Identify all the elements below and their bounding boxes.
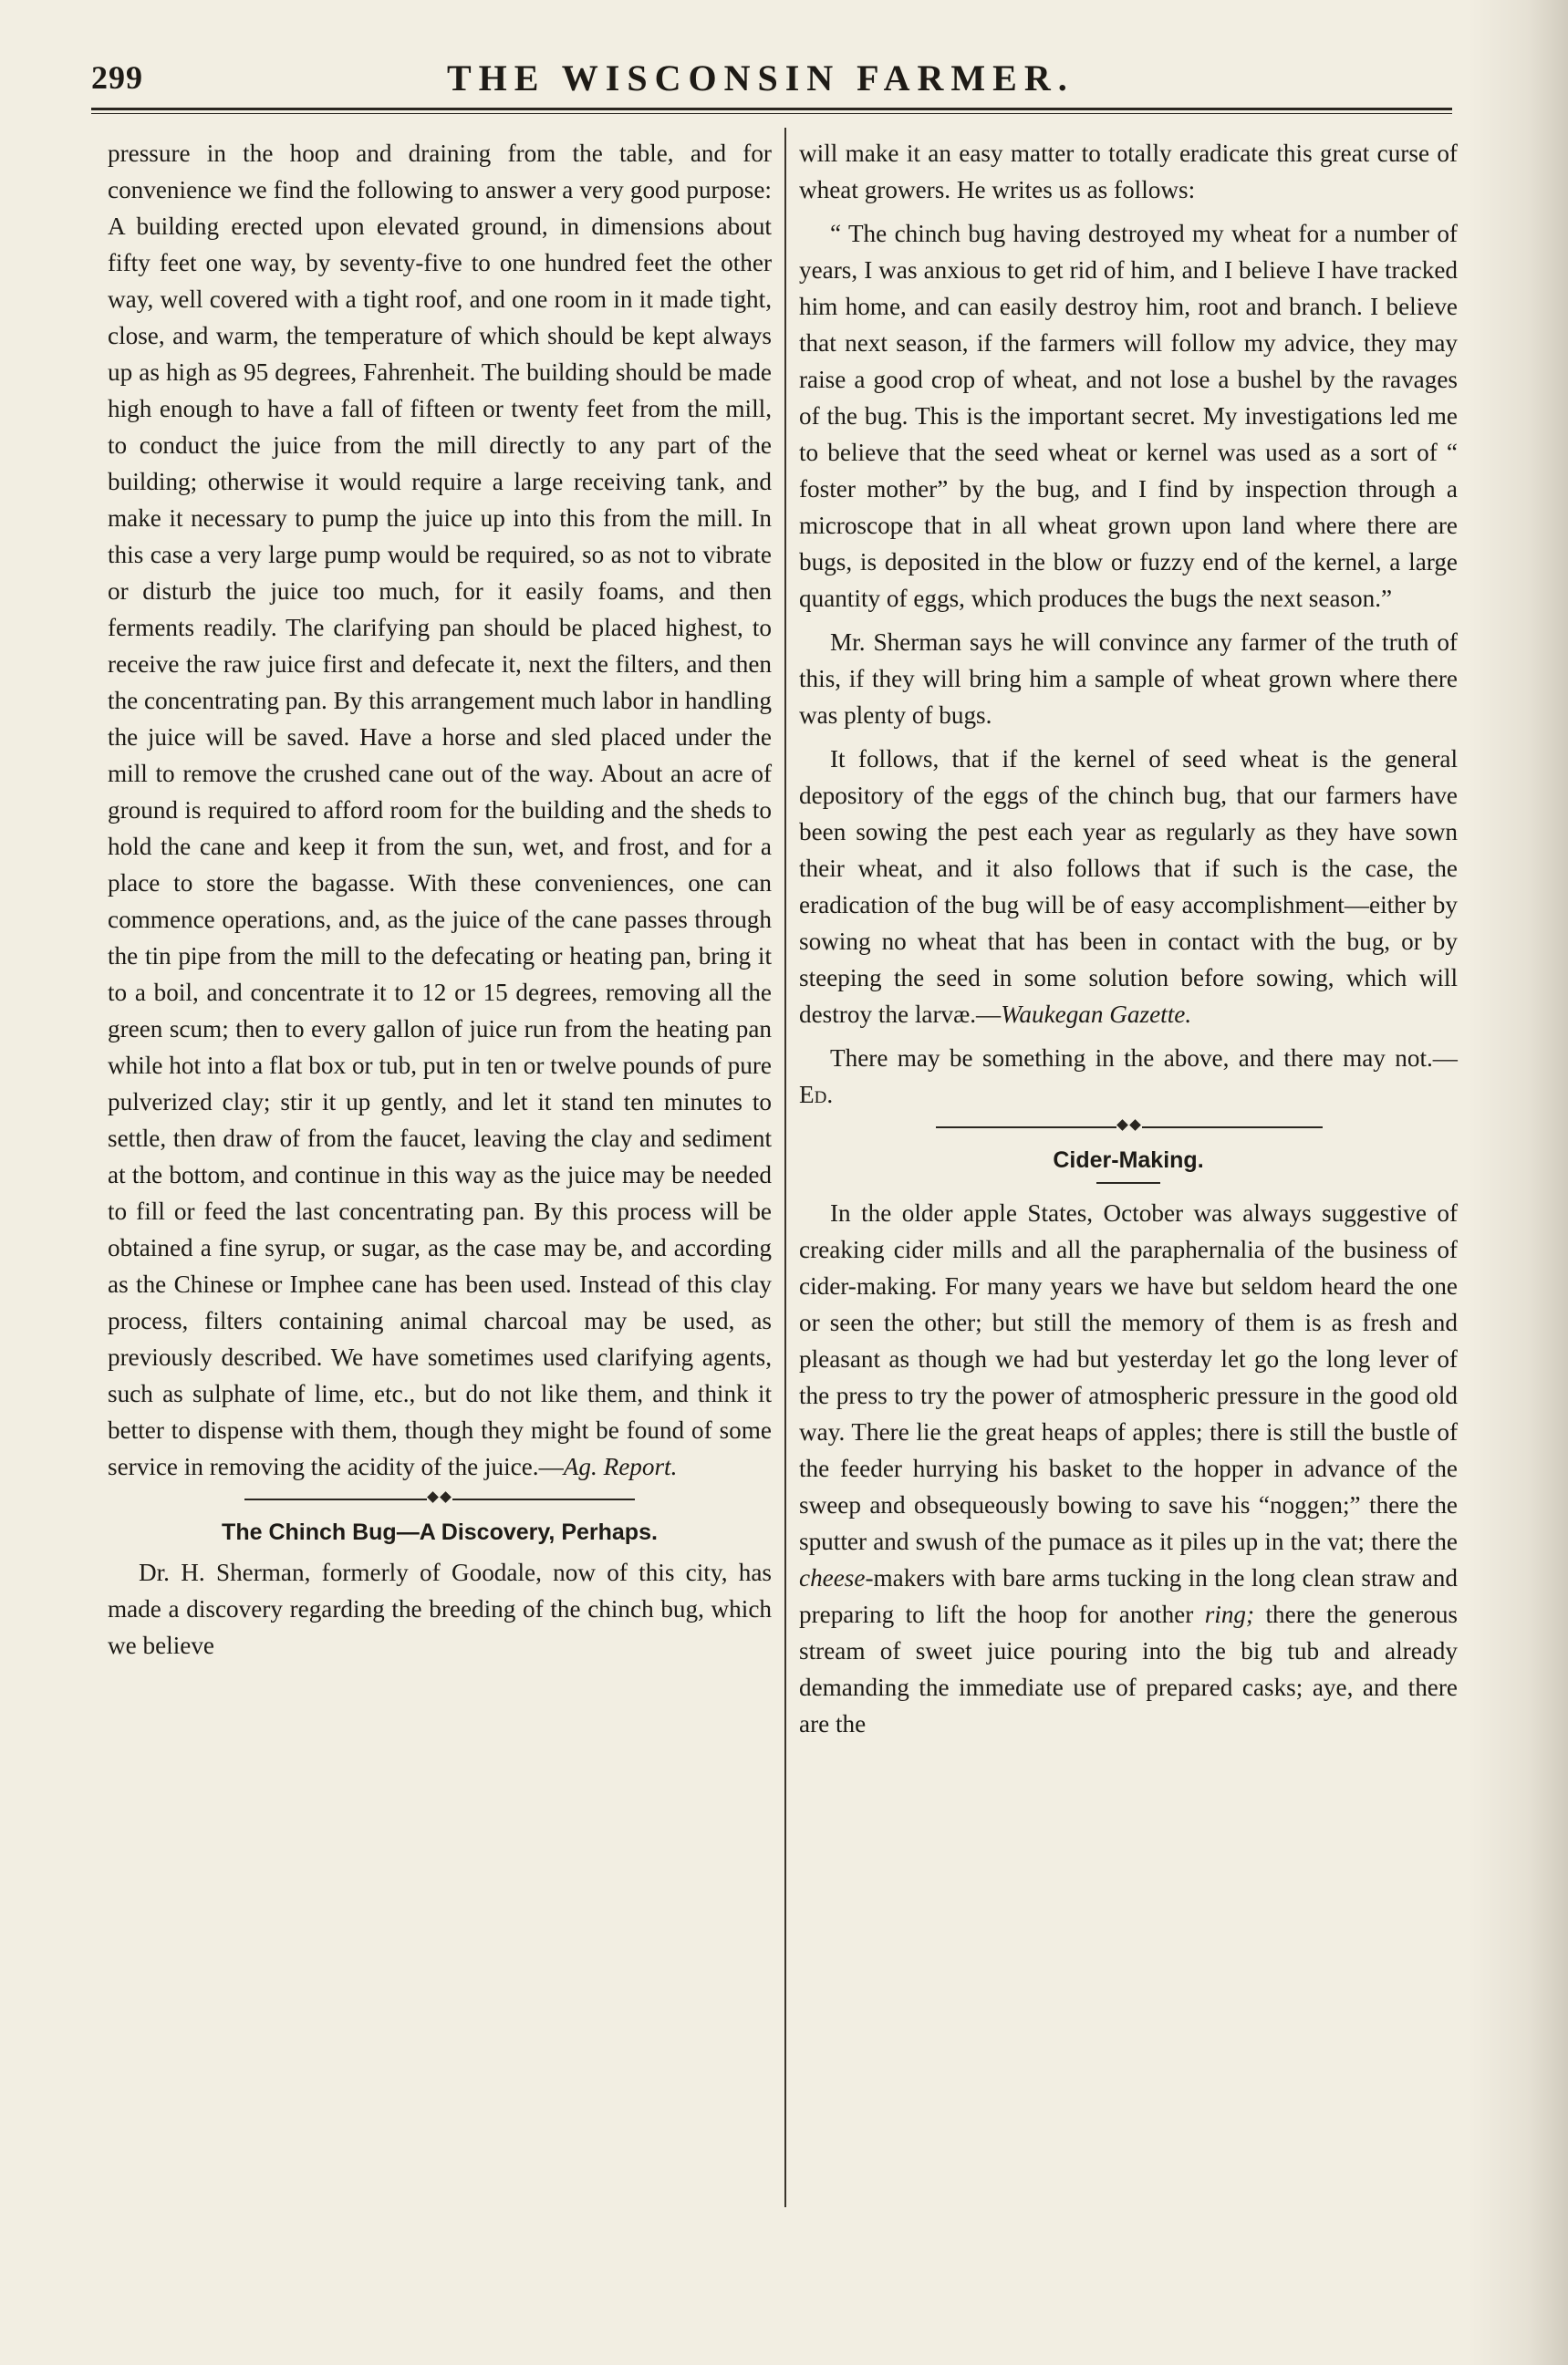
ornament-line-left [244, 1499, 427, 1500]
header-rule [91, 108, 1452, 110]
binding-shadow [1468, 0, 1568, 2365]
article-continued-text [108, 135, 772, 1485]
chinch-bug-quote: “ The chinch bug having destroyed my wheat for a number of years, I was anxious to get rid of him, and I believe I have tracked him home, and can easily destroy him, root and branch. I believe that next season, if the farmers will follow my advice, they may raise a good crop of wheat, and not lose a bushel by the ravages of the bug. This is the important secret. My investigations led me to believe that the seed wheat or kernel was used as a sort of “ foster mother” by the bug, and I find by inspection through a microscope that in all wheat grown upon land where there are bugs, is deposited in the blow or fuzzy end of the kernel, a large quantity of eggs, which produces the bugs the next season.” [799, 220, 1458, 612]
cider-making-paragraph [799, 1195, 1458, 1742]
journal-title: THE WISCONSIN FARMER. [447, 57, 1075, 99]
chinch-bug-paragraph-4 [799, 741, 1458, 1032]
header-rule-thin [91, 113, 1452, 114]
ornament-diamond-left [427, 1491, 439, 1503]
cider-text-b: -makers with bare arms tucking in the long clean straw and preparing to lift the hoop for another [799, 1564, 1458, 1628]
page-header [91, 53, 1459, 108]
chinch-bug-paragraph-4-body: It follows, that if the kernel of seed wheat is the general depository of the eggs of the chinch bug, that our farmers have been sowing the pest each year as regularly as they have sown their wheat, and it also follows that if such is the case, the eradication of the bug will be of easy accomplishment—either by sowing no wheat that has been in contact with the bug, or by steeping the seed in some solution before sowing, which will destroy the larvæ.— [799, 745, 1458, 1028]
left-column [108, 135, 772, 1671]
section-ornament [108, 1492, 772, 1507]
ornament-diamond-right [1129, 1119, 1141, 1131]
chinch-bug-paragraph-1: Dr. H. Sherman, formerly of Goodale, now of this city, has made a discovery regarding the breeding of the chinch bug, which we believe [108, 1559, 772, 1659]
continued-body: pressure in the hoop and draining from the table, and for convenience we find the following to answer a very good purpose: A building erected upon elevated ground, in dimensions about fifty feet one way, by seventy-five to one hundred feet the other way, well covered with a tight roof, and one room in it made tight, close, and warm, the temperature of which should be kept always up as high as 95 degrees, Fahrenheit. The building should be made high enough to have a fall of fifteen or twenty feet from the mill, to conduct the juice from the mill directly to any part of the building; otherwise it would require a large receiving tank, and make it necessary to pump the juice up into this from the mill. In this case a very large pump would be required, so as not to vibrate or disturb the juice too much, for it easily foams, and then ferments readily. The clarifying pan should be placed highest, to receive the raw juice first and defecate it, next the filters, and then the concentrating pan. By this arrangement much labor in handling the juice will be saved. Have a horse and sled placed under the mill to remove the crushed cane out of the way. About an acre of ground is required to afford room for the building and the sheds to hold the cane and keep it from the sun, wet, and frost, and for a place to store the bagasse. With these conveniences, one can commence operations, and, as the juice of the cane passes through the tin pipe from the mill to the defecating or heating pan, bring it to a boil, and concentrate it to 12 or 15 degrees, removing all the green scum; then to every gallon of juice run from the heating pan while hot into a flat box or tub, put in ten or twelve pounds of pure pulverized clay; stir it up gently, and let it stand ten minutes to settle, then draw of from the faucet, leaving the clay and sediment at the bottom, and continue in this way as the juice may be needed to fill or feed the last concentrating pan. By this process will be obtained a fine syrup, or sugar, as the case may be, and according as the Chinese or Imphee cane has been used. Instead of this clay process, filters containing animal charcoal may be used, as previously described. We have sometimes used clarifying agents, such as sulphate of lime, etc., but do not like them, and think it better to dispense with them, though they might be found of some service in removing the acidity of the juice.— [108, 140, 772, 1480]
ornament-diamond-left [1116, 1119, 1128, 1131]
continued-source: Ag. Report. [563, 1453, 678, 1480]
cider-text-c: there the generous stream of sweet juice pouring into the big tub and already demanding the immediate use of prepared casks; aye, and there are the [799, 1601, 1458, 1737]
cider-text-cheese: cheese [799, 1564, 866, 1592]
section-ornament [799, 1120, 1458, 1135]
editor-note-body: There may be something in the above, and there may not.— [830, 1044, 1458, 1072]
ornament-diamond-right [440, 1491, 452, 1503]
chinch-bug-heading: The Chinch Bug—A Discovery, Perhaps. [222, 1520, 658, 1545]
chinch-bug-paragraph-1-continued: will make it an easy matter to totally eradicate this great curse of wheat growers. He writes us as follows: [799, 140, 1458, 203]
ornament-line-right [452, 1499, 635, 1500]
editor-note [799, 1040, 1458, 1113]
page-number: 299 [91, 59, 143, 96]
ornament-line-left [936, 1126, 1116, 1128]
ornament-line-right [1142, 1126, 1323, 1128]
editor-signature: Ed. [799, 1081, 834, 1108]
chinch-bug-paragraph-3: Mr. Sherman says he will convince any farmer of the truth of this, if they will bring him a sample of wheat grown where there was plenty of bugs. [799, 628, 1458, 729]
chinch-bug-source: Waukegan Gazette. [1001, 1001, 1192, 1028]
cider-making-heading: Cider-Making. [1053, 1147, 1204, 1173]
right-column [799, 135, 1458, 1749]
cider-text-a: In the older apple States, October was always suggestive of creaking cider mills and all the paraphernalia of the business of cider-making. For many years we have but seldom heard the one or seen the other; but still the memory of them is as fresh and pleasant as though we had but yesterday let go the long lever of the press to try the power of atmospheric pressure in the good old way. There lie the great heaps of apples; there is still the bustle of the feeder hurrying his basket to the hopper in advance of the sweep and obsequeously bowing to save his “noggen;” there the sputter and swush of the pumace as it piles up in the vat; there the [799, 1199, 1458, 1555]
heading-underline [1096, 1182, 1160, 1184]
column-divider [784, 128, 786, 2207]
cider-text-ring: ring; [1204, 1601, 1255, 1628]
